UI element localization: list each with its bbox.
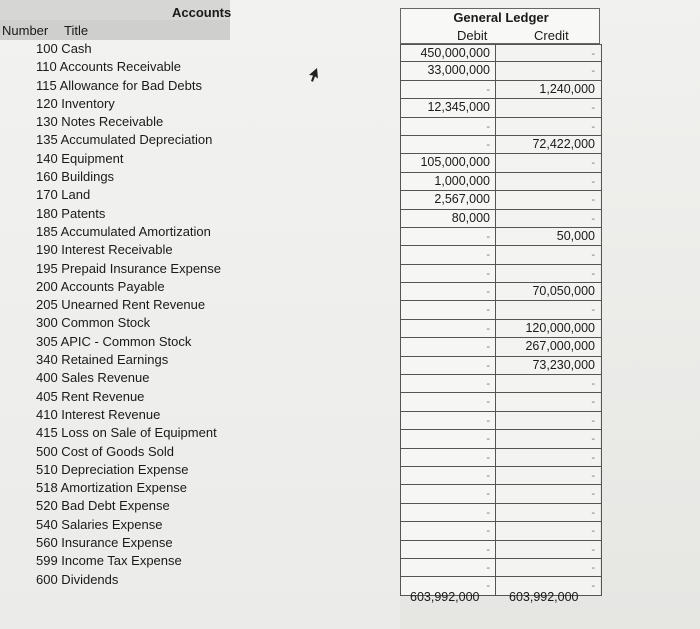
credit-value: - — [591, 378, 595, 391]
credit-value: - — [591, 175, 595, 188]
credit-cell[interactable] — [496, 45, 600, 61]
account-item: 300 Common Stock — [36, 315, 151, 331]
debit-value: - — [486, 561, 490, 574]
credit-column-header: Credit — [534, 28, 569, 43]
ledger-row — [401, 320, 601, 338]
debit-cell[interactable] — [401, 338, 496, 355]
debit-value: - — [486, 120, 490, 133]
credit-cell[interactable] — [496, 62, 600, 79]
debit-cell[interactable] — [401, 301, 496, 318]
credit-value: - — [591, 194, 595, 207]
debit-value: 12,345,000 — [427, 100, 490, 115]
ledger-title: General Ledger — [453, 10, 549, 25]
credit-value: 72,422,000 — [532, 136, 595, 151]
debit-value: - — [486, 230, 490, 243]
debit-value: - — [486, 433, 490, 446]
credit-cell[interactable] — [496, 81, 600, 98]
total-credit: 603,992,000 — [509, 590, 579, 604]
debit-cell[interactable] — [401, 559, 496, 576]
credit-value: - — [591, 451, 595, 464]
debit-value: - — [486, 304, 490, 317]
debit-cell[interactable] — [401, 522, 496, 539]
credit-value: - — [591, 102, 595, 115]
debit-value: 1,000,000 — [434, 173, 490, 188]
credit-cell[interactable] — [496, 430, 600, 447]
ledger-row — [401, 173, 601, 191]
debit-cell[interactable] — [401, 45, 496, 61]
debit-cell[interactable] — [401, 210, 496, 227]
debit-cell[interactable] — [401, 81, 496, 98]
credit-value: 1,240,000 — [539, 81, 595, 96]
credit-value: - — [591, 120, 595, 133]
accounts-title: Accounts — [172, 5, 232, 20]
ledger-row — [401, 136, 601, 154]
credit-value: 73,230,000 — [532, 357, 595, 372]
account-item: 185 Accumulated Amortization — [36, 223, 211, 239]
debit-value: 450,000,000 — [420, 46, 490, 60]
debit-value: 2,567,000 — [434, 192, 490, 207]
debit-value: - — [486, 543, 490, 556]
debit-cell[interactable] — [401, 118, 496, 135]
ledger-row — [401, 522, 601, 540]
debit-value: 33,000,000 — [427, 63, 490, 78]
credit-cell[interactable] — [496, 191, 600, 208]
credit-value: 50,000 — [556, 228, 595, 243]
ledger-row — [401, 81, 601, 99]
ledger-row — [401, 393, 601, 411]
account-item: 305 APIC - Common Stock — [36, 333, 192, 349]
account-item: 115 Allowance for Bad Debts — [36, 77, 202, 93]
debit-value: - — [486, 525, 490, 538]
ledger-row — [401, 467, 601, 485]
general-ledger — [400, 8, 600, 596]
credit-cell[interactable] — [496, 228, 600, 245]
account-item: 410 Interest Revenue — [36, 406, 161, 422]
ledger-row — [401, 338, 601, 356]
account-item: 200 Accounts Payable — [36, 278, 165, 294]
debit-cell[interactable] — [401, 320, 496, 337]
credit-value: - — [591, 249, 595, 262]
credit-cell[interactable] — [496, 283, 600, 300]
account-item: 415 Loss on Sale of Equipment — [36, 425, 217, 441]
account-item: 140 Equipment — [36, 150, 124, 166]
ledger-row — [401, 485, 601, 503]
account-item: 518 Amortization Expense — [36, 480, 188, 496]
debit-value: 80,000 — [451, 210, 490, 225]
debit-value: - — [486, 488, 490, 501]
debit-cell[interactable] — [401, 173, 496, 190]
credit-value: - — [591, 414, 595, 427]
debit-cell[interactable] — [401, 99, 496, 116]
debit-value: - — [486, 286, 490, 299]
credit-value: - — [591, 488, 595, 501]
debit-value: - — [486, 469, 490, 482]
ledger-row — [401, 228, 601, 246]
account-item: 520 Bad Debt Expense — [36, 498, 170, 514]
debit-value: - — [486, 83, 490, 96]
credit-cell[interactable] — [496, 504, 600, 521]
debit-value: - — [486, 359, 490, 372]
credit-cell[interactable] — [496, 320, 600, 337]
credit-cell[interactable] — [496, 467, 600, 484]
debit-cell[interactable] — [401, 357, 496, 374]
ledger-row — [401, 265, 601, 283]
debit-cell[interactable] — [401, 191, 496, 208]
debit-cell[interactable] — [401, 265, 496, 282]
account-item: 190 Interest Receivable — [36, 242, 173, 258]
credit-cell[interactable] — [496, 136, 600, 153]
account-item: 540 Salaries Expense — [36, 516, 163, 532]
account-item: 205 Unearned Rent Revenue — [36, 297, 206, 313]
ledger-row — [401, 301, 601, 319]
credit-value: - — [591, 580, 595, 593]
credit-cell[interactable] — [496, 99, 600, 116]
account-item: 405 Rent Revenue — [36, 388, 145, 404]
debit-cell[interactable] — [401, 504, 496, 521]
account-item: 560 Insurance Expense — [36, 535, 173, 551]
debit-value: - — [486, 378, 490, 391]
credit-value: - — [591, 48, 595, 60]
debit-value: - — [486, 267, 490, 280]
account-item: 180 Patents — [36, 205, 106, 221]
ledger-row — [401, 541, 601, 559]
credit-cell[interactable] — [496, 393, 600, 410]
credit-cell[interactable] — [496, 173, 600, 190]
ledger-row — [401, 559, 601, 577]
debit-cell[interactable] — [401, 154, 496, 171]
ledger-row — [401, 44, 601, 62]
credit-value: - — [591, 304, 595, 317]
credit-cell[interactable] — [496, 301, 600, 318]
debit-cell[interactable] — [401, 283, 496, 300]
account-item: 100 Cash — [36, 41, 92, 56]
credit-value: - — [591, 157, 595, 170]
ledger-row — [401, 62, 601, 80]
debit-value: - — [486, 451, 490, 464]
credit-value: - — [591, 506, 595, 519]
debit-cell[interactable] — [401, 412, 496, 429]
ledger-row — [401, 375, 601, 393]
ledger-row — [401, 246, 601, 264]
credit-value: - — [591, 433, 595, 446]
debit-cell[interactable] — [401, 246, 496, 263]
credit-cell[interactable] — [496, 210, 600, 227]
credit-cell[interactable] — [496, 522, 600, 539]
debit-cell[interactable] — [401, 136, 496, 153]
credit-cell[interactable] — [496, 412, 600, 429]
credit-value: - — [591, 212, 595, 225]
credit-cell[interactable] — [496, 485, 600, 502]
debit-cell[interactable] — [401, 393, 496, 410]
debit-value: - — [486, 322, 490, 335]
ledger-row — [401, 504, 601, 522]
ledger-row — [401, 412, 601, 430]
account-item: 110 Accounts Receivable — [36, 59, 182, 75]
accounts-list — [36, 40, 221, 589]
credit-value: - — [591, 469, 595, 482]
debit-cell[interactable] — [401, 449, 496, 466]
ledger-grid — [400, 44, 602, 596]
ledger-row — [401, 154, 601, 172]
ledger-row — [401, 99, 601, 117]
debit-cell[interactable] — [401, 467, 496, 484]
ledger-row — [401, 449, 601, 467]
account-item: 170 Land — [36, 187, 91, 203]
credit-cell[interactable] — [496, 559, 600, 576]
credit-value: - — [591, 267, 595, 280]
ledger-row — [401, 430, 601, 448]
credit-value: - — [591, 525, 595, 538]
ledger-row — [401, 357, 601, 375]
credit-value: 267,000,000 — [525, 339, 595, 354]
number-column-header: Number — [2, 23, 49, 38]
debit-cell[interactable] — [401, 430, 496, 447]
ledger-row — [401, 210, 601, 228]
ledger-header — [400, 8, 600, 44]
credit-cell[interactable] — [496, 246, 600, 263]
debit-value: - — [486, 506, 490, 519]
debit-cell[interactable] — [401, 485, 496, 502]
account-item: 120 Inventory — [36, 95, 115, 111]
debit-cell[interactable] — [401, 375, 496, 392]
ledger-row — [401, 191, 601, 209]
account-item: 400 Sales Revenue — [36, 370, 150, 386]
credit-cell[interactable] — [496, 154, 600, 171]
credit-cell[interactable] — [496, 449, 600, 466]
credit-value: - — [591, 65, 595, 78]
ledger-row — [401, 283, 601, 301]
account-item: 500 Cost of Goods Sold — [36, 443, 175, 459]
account-item: 135 Accumulated Depreciation — [36, 132, 213, 148]
debit-value: - — [486, 249, 490, 262]
credit-value: 120,000,000 — [525, 320, 595, 335]
credit-value: - — [591, 396, 595, 409]
credit-cell[interactable] — [496, 375, 600, 392]
account-item: 340 Retained Earnings — [36, 352, 169, 368]
total-debit: 603,992,000 — [410, 590, 480, 604]
account-item: 599 Income Tax Expense — [36, 553, 182, 569]
account-item: 510 Depreciation Expense — [36, 461, 189, 477]
ledger-row — [401, 118, 601, 136]
account-item: 195 Prepaid Insurance Expense — [36, 260, 222, 276]
account-item: 130 Notes Receivable — [36, 114, 164, 130]
credit-value: - — [591, 561, 595, 574]
credit-cell[interactable] — [496, 541, 600, 558]
credit-cell[interactable] — [496, 338, 600, 355]
credit-value: - — [591, 543, 595, 556]
credit-cell[interactable] — [496, 265, 600, 282]
credit-value: 70,050,000 — [532, 284, 595, 299]
debit-cell[interactable] — [401, 228, 496, 245]
debit-value: - — [486, 341, 490, 354]
account-item: 600 Dividends — [36, 571, 119, 587]
mouse-pointer-icon — [302, 64, 324, 86]
debit-value: - — [486, 138, 490, 151]
debit-column-header: Debit — [457, 28, 488, 43]
account-item: 160 Buildings — [36, 169, 115, 185]
title-column-header: Title — [64, 23, 89, 38]
debit-cell[interactable] — [401, 62, 496, 79]
debit-value: - — [486, 580, 490, 593]
credit-cell[interactable] — [496, 357, 600, 374]
debit-value: - — [486, 396, 490, 409]
debit-value: 105,000,000 — [420, 155, 490, 170]
debit-cell[interactable] — [401, 541, 496, 558]
debit-value: - — [486, 414, 490, 427]
credit-cell[interactable] — [496, 118, 600, 135]
